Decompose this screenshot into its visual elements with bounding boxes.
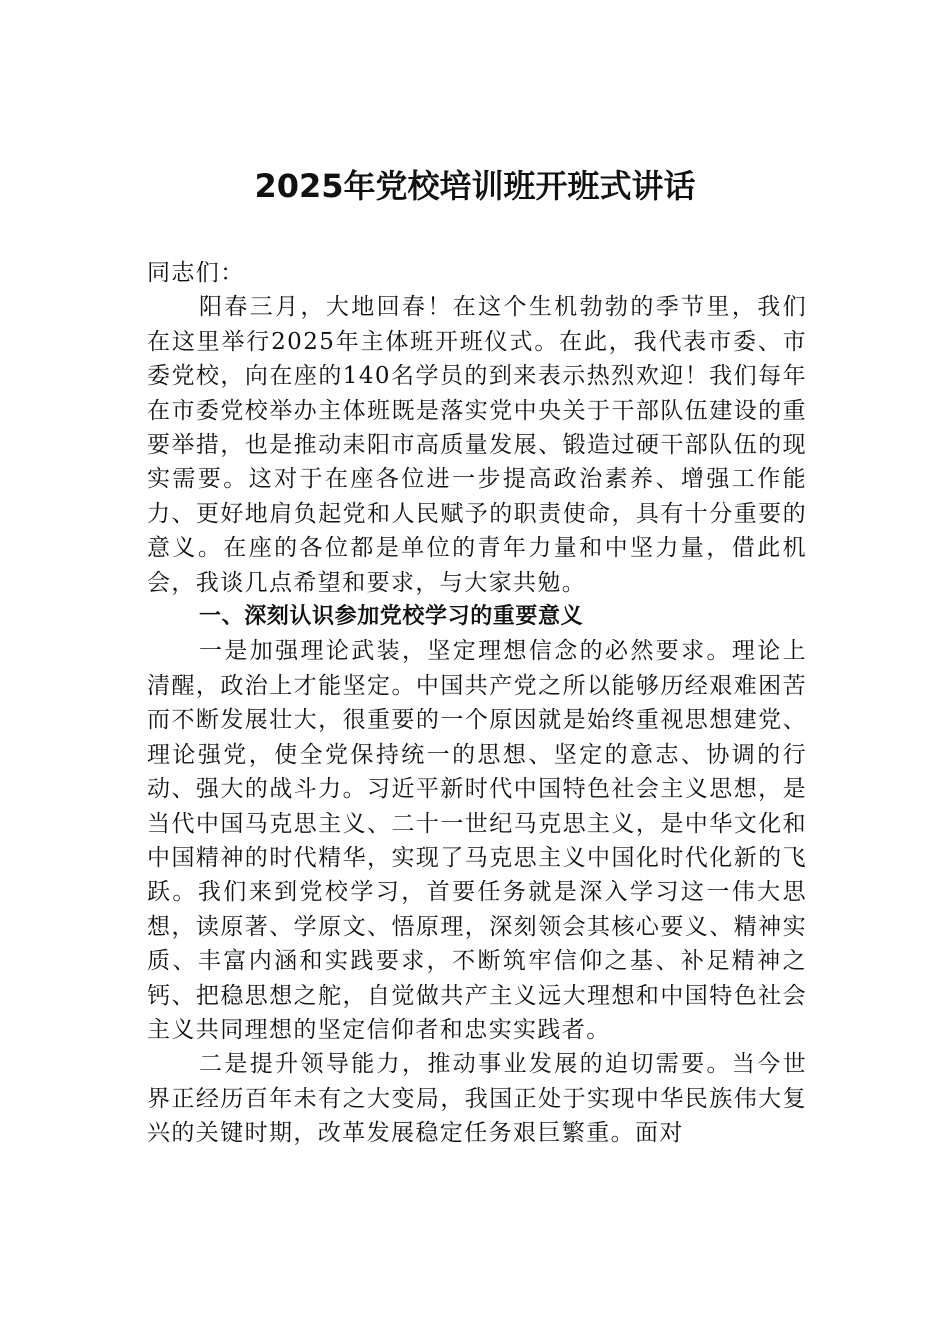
opening-paragraph: 阳春三月，大地回春！在这个生机勃勃的季节里，我们在这里举行2025年主体班开班仪式。在此，我代表市委、市委党校，向在座的140名学员的到来表示热烈欢迎！我们每年在市委党校举办主体班既是落实党中央关于干部队伍建设的重要举措，也是推动耒阳市高质量发展、锻造过硬干部队伍的现实需要。这对于在座各位进一步提高政治素养、增强工作能力、更好地肩负起党和人民赋予的职责使命，具有十分重要的意义。在座的各位都是单位的青年力量和中坚力量，借此机会，我谈几点希望和要求，与大家共勉。 (147, 294, 807, 596)
section-paragraph-2: 二是提升领导能力，推动事业发展的迫切需要。当今世界正经历百年未有之大变局，我国正处于实现中华民族伟大复兴的关键时期，改革发展稳定任务艰巨繁重。面对 (147, 1051, 807, 1147)
document-title: 2025年党校培训班开班式讲话 (254, 167, 696, 205)
salutation: 同志们： (147, 260, 245, 286)
section-paragraph-1: 一是加强理论武装，坚定理想信念的必然要求。理论上清醒，政治上才能坚定。中国共产党之所以能够历经艰难困苦而不断发展壮大，很重要的一个原因就是始终重视思想建党、理论强党，使全党保持统一的思想、坚定的意志、协调的行动、强大的战斗力。习近平新时代中国特色社会主义思想，是当代中国马克思主义、二十一世纪马克思主义，是中华文化和中国精神的时代精华，实现了马克思主义中国化时代化新的飞跃。我们来到党校学习，首要任务就是深入学习这一伟大思想，读原著、学原文、悟原理，深刻领会其核心要义、精神实质、丰富内涵和实践要求，不断筑牢信仰之基、补足精神之钙、把稳思想之舵，自觉做共产主义远大理想和中国特色社会主义共同理想的坚定信仰者和忠实实践者。 (147, 638, 807, 1043)
document-body (147, 256, 807, 1151)
section-heading: 一、深刻认识参加党校学习的重要意义 (199, 604, 584, 630)
